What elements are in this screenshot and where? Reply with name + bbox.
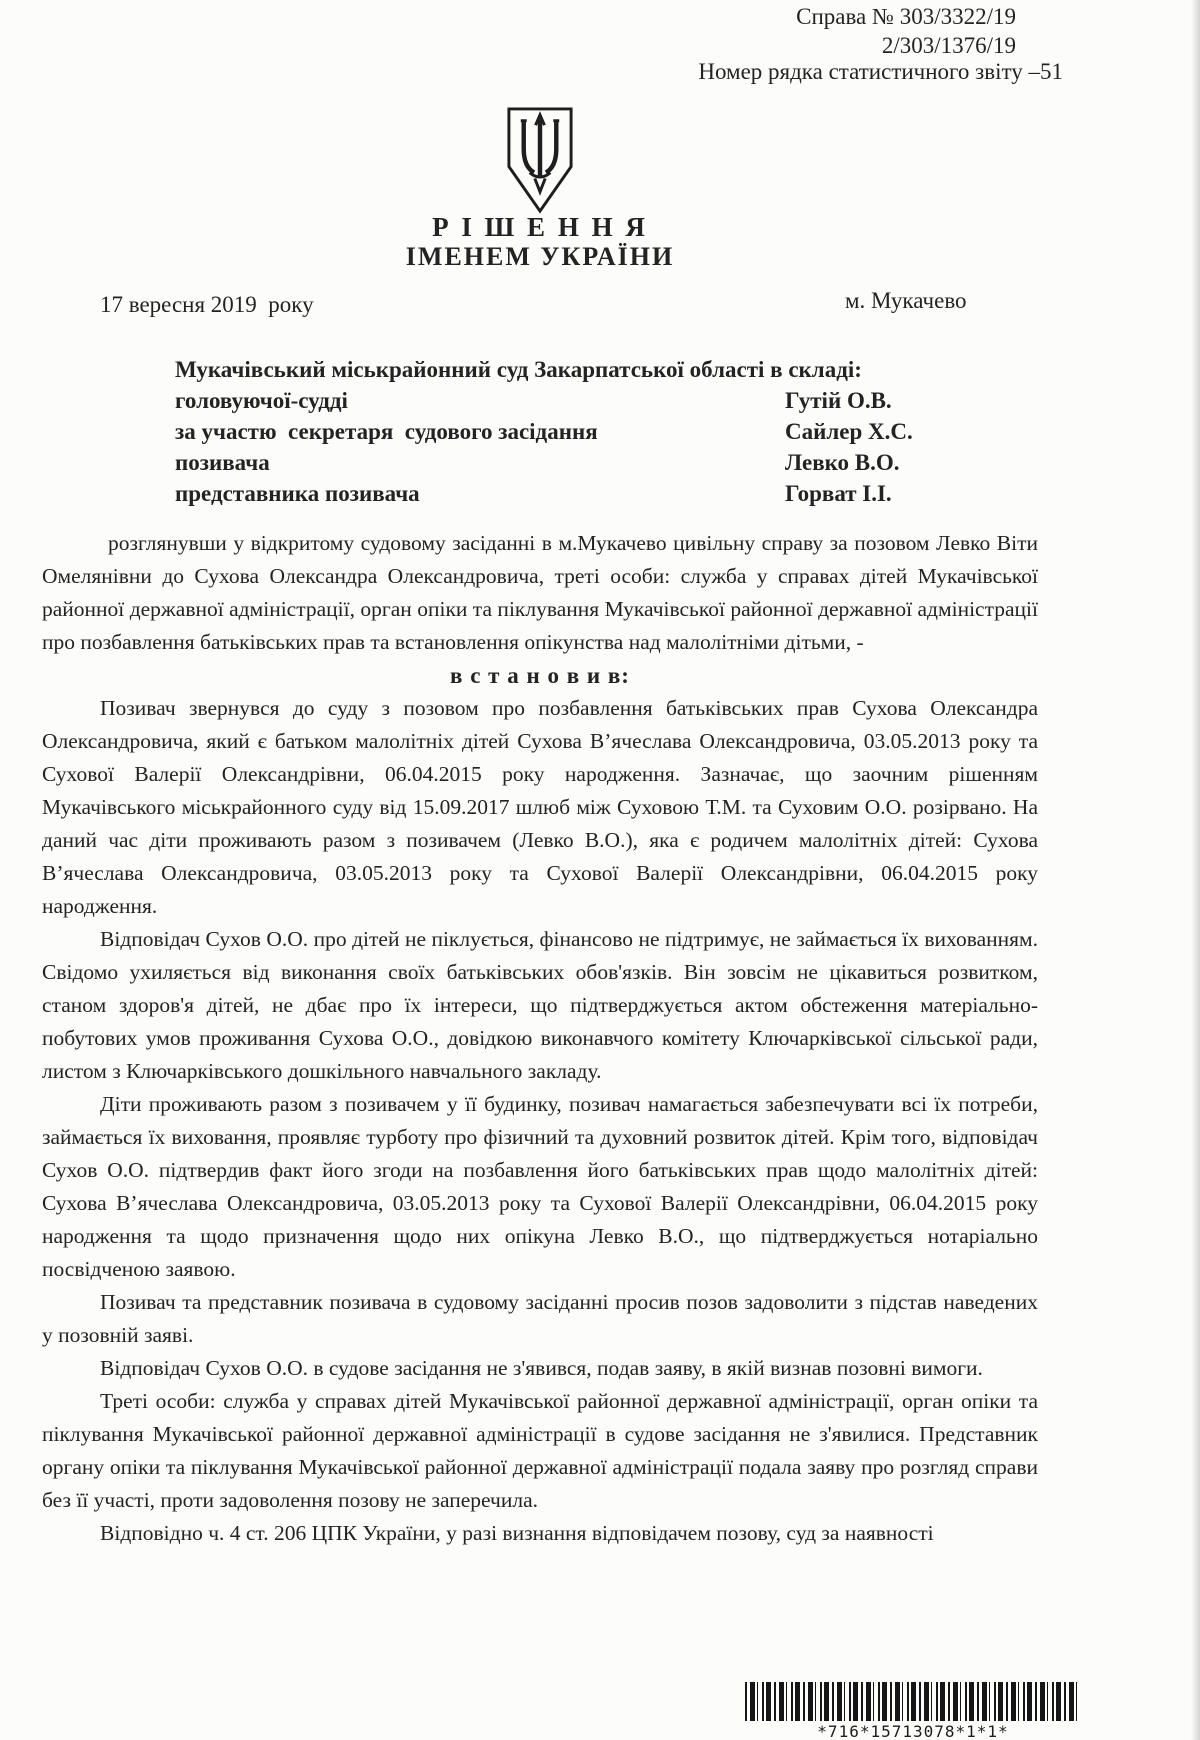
stat-report-line: Номер рядка статистичного звіту –51 [698,59,1063,84]
decision-title-block [0,212,1080,272]
in-the-name-of-ukraine-title: ІМЕНЕМ УКРАЇНИ [405,242,675,271]
court-role-secretary: за участю секретаря судового засідання [175,419,598,444]
body-paragraph: Відповідач Сухов О.О. в судове засідання не з'явився, подав заяву, в якій визнав позовні вимоги. [100,1356,983,1380]
decision-body [42,527,1038,1550]
secretary-name: Сайлер Х.С. [785,419,913,444]
decision-date: 17 вересня 2019 року [100,292,314,317]
court-member-row [175,450,1055,481]
representative-name: Горват І.І. [785,481,892,506]
established-heading: в с т а н о в и в: [450,663,630,688]
plaintiff-name: Левко В.О. [785,450,900,475]
court-role-plaintiff: позивача [175,450,270,475]
scan-edge-shadow [1191,0,1200,1740]
court-composition-intro: Мукачівський міськрайонний суд Закарпатської області в складі: [175,357,862,382]
body-paragraph: Відповідач Сухов О.О. про дітей не піклується, фінансово не підтримує, не займається їх вихованням. Свідомо ухиляється від виконання своїх батьківських обов'язків. Він зовсім не цікавиться розвитком, станом здоров'я дітей, не дбає про їх інтереси, що підтверджується актом обстеження матеріально-побутових умов проживання Сухова О.О., довідкою виконавчого комітету Ключарківської сільської ради, листом з Ключарківського дошкільного навчального закладу. [42,927,1038,1083]
body-paragraph: Позивач звернувся до суду з позовом про позбавлення батьківських прав Сухова Олександра Олександровича, який є батьком малолітніх дітей Сухова В’ячеслава Олександровича, 03.05.2013 року та Сухової Валерії Олександрівни, 06.04.2015 року народження. Зазначає, що заочним рішенням Мукачівського міськрайонного суду від 15.09.2017 шлюб між Суховою Т.М. та Суховим О.О. розірвано. На даний час діти проживають разом з позивачем (Левко В.О.), яка є родичем малолітніх дітей: Сухова В’ячеслава Олександровича, 03.05.2013 року та Сухової Валерії Олександрівни, 06.04.2015 року народження. [42,696,1038,918]
case-number: Справа № 303/3322/19 [796,4,1016,29]
proceeding-number: 2/303/1376/19 [881,33,1016,58]
court-member-row [175,419,1055,450]
barcode-label: *716*15713078*1*1* [817,1722,1009,1740]
body-paragraph: Позивач та представник позивача в судовому засіданні просив позов задоволити з підстав наведених у позовній заяві. [42,1290,1038,1347]
court-member-row [175,481,1055,512]
decision-title: Р І Ш Е Н Н Я [432,212,648,242]
body-paragraph: Треті особи: служба у справах дітей Мукачівської районної державної адміністрації, орган опіки та піклування Мукачівської районної державної адміністрації в судове засідання не з'явилися. Представник органу опіки та піклування Мукачівської районної державної адміністрації подала заяву про розгляд справи без її участі, проти задоволення позову не заперечила. [42,1389,1038,1512]
barcode [745,1682,1081,1740]
body-paragraph: Відповідно ч. 4 ст. 206 ЦПК України, у разі визнання відповідачем позову, суд за наявності [100,1521,934,1545]
court-role-presiding-judge: головуючої-судді [175,388,348,413]
court-role-plaintiff-representative: представника позивача [175,481,420,506]
ukraine-trident-emblem [503,104,577,216]
judge-name: Гутій О.В. [785,388,892,413]
decision-city: м. Мукачево [845,288,967,313]
court-member-row [175,388,1055,419]
court-composition [175,354,1055,512]
barcode-bars [745,1682,1081,1721]
body-paragraph: Діти проживають разом з позивачем у її будинку, позивач намагається забезпечувати всі їх потреби, займається їх виховання, проявляє турботу про фізичний та духовний розвиток дітей. Крім того, відповідач Сухов О.О. підтвердив факт його згоди на позбавлення його батьківських прав щодо малолітніх дітей: Сухова В’ячеслава Олександровича, 03.05.2013 року та Сухової Валерії Олександрівни, 06.04.2015 року народження та щодо призначення щодо них опікуна Левко В.О., що підтверджується нотаріально посвідченою заявою. [42,1092,1038,1281]
preamble-paragraph: розглянувши у відкритому судовому засіданні в м.Мукачево цивільну справу за позовом Левко Віти Омелянівни до Сухова Олександра Олександровича, треті особи: служба у справах дітей Мукачівської районної державної адміністрації, орган опіки та піклування Мукачівської районної державної адміністрації про позбавлення батьківських прав та встановлення опікунства над малолітніми дітьми, - [42,531,1038,654]
case-header-block [796,2,1016,60]
